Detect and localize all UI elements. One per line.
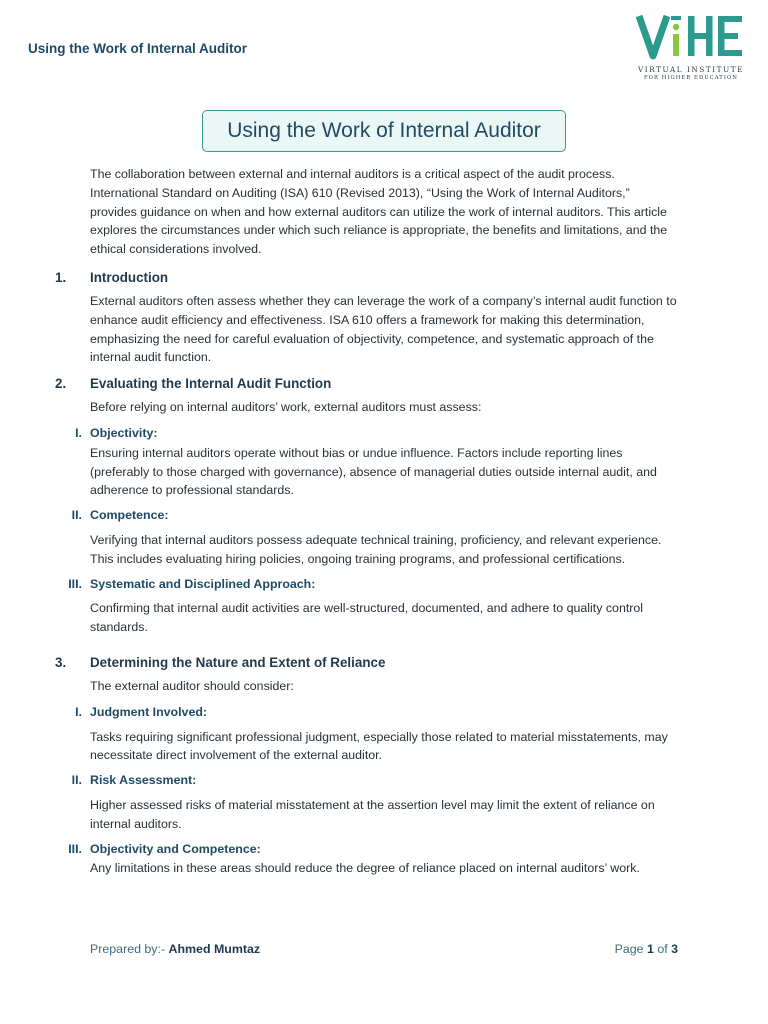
section-2-heading <box>55 374 680 393</box>
subsection-heading-text: Objectivity: <box>90 425 158 440</box>
subsection-heading <box>71 506 680 525</box>
subsection-number: III. <box>68 576 82 591</box>
subsection-heading-text: Risk Assessment: <box>90 773 197 788</box>
document-body <box>55 165 680 884</box>
running-header-title: Using the Work of Internal Auditor <box>28 41 247 56</box>
section-1-heading <box>55 268 680 287</box>
document-title: Using the Work of Internal Auditor <box>202 110 566 152</box>
section-number: 1. <box>55 269 67 285</box>
subsection-heading <box>75 424 680 443</box>
subsection-text: Any limitations in these areas should reduce the degree of reliance placed on internal auditors’ work. <box>90 861 640 876</box>
section-heading-text: Evaluating the Internal Audit Function <box>90 376 332 392</box>
subsection-number: I. <box>75 425 82 440</box>
subsection-text: Verifying that internal auditors possess adequate technical training, proficiency, and relevant experience. This includes evaluating hiring policies, ongoing training programs, and professional certifications. <box>90 532 662 566</box>
section-heading-text: Introduction <box>90 269 169 285</box>
subsection-heading <box>68 575 680 594</box>
section-3-text: The external auditor should consider: <box>90 678 294 693</box>
logo-line2: FOR HIGHER EDUCATION <box>643 75 739 81</box>
section-heading-text: Determining the Nature and Extent of Reliance <box>90 654 386 670</box>
page-indicator <box>615 942 678 956</box>
vihe-logo <box>636 12 748 84</box>
section-number: 2. <box>55 376 67 392</box>
section-1-text: External auditors often assess whether they can leverage the work of a company’s internal audit function to enhance audit efficiency and effectiveness. ISA 610 offers a framework for making this determination, emphasizing the need for careful evaluation of objectivity, competence, and systematic approach of the internal audit function. <box>90 293 677 365</box>
subsection-text: Higher assessed risks of material misstatement at the assertion level may limit the extent of reliance on internal auditors. <box>90 797 655 831</box>
page-of-label: of <box>653 942 672 956</box>
section-number: 3. <box>55 654 67 670</box>
subsection-heading-text: Objectivity and Competence: <box>90 841 261 856</box>
section-2-text: Before relying on internal auditors’ work, external auditors must assess: <box>90 400 482 415</box>
footer-prepared-label: Prepared by:- <box>90 942 169 956</box>
vihe-logo-mark-icon <box>636 12 748 62</box>
subsection-heading-text: Competence: <box>90 508 169 523</box>
subsection-heading-text: Systematic and Disciplined Approach: <box>90 576 316 591</box>
subsection-text: Tasks requiring significant professional judgment, especially those related to material misstatements, may necessitate direct involvement of the external auditor. <box>90 729 668 763</box>
subsection-number: II. <box>71 773 82 788</box>
subsection-heading <box>75 703 680 722</box>
subsection-number: II. <box>71 508 82 523</box>
subsection-number: I. <box>75 704 82 719</box>
page-current: 1 <box>646 942 654 956</box>
page-footer <box>90 942 678 956</box>
subsection-heading <box>71 771 680 790</box>
footer-author: Ahmed Mumtaz <box>168 942 261 956</box>
page-label: Page <box>614 942 647 956</box>
subsection-text: Confirming that internal audit activities are well-structured, documented, and adhere to quality control standards. <box>90 601 644 635</box>
subsection-heading <box>68 840 680 859</box>
logo-line1: VIRTUAL INSTITUTE <box>638 65 744 74</box>
subsection-heading-text: Judgment Involved: <box>90 704 208 719</box>
intro-paragraph: The collaboration between external and internal auditors is a critical aspect of the audit process. International Standard on Auditing (ISA) 610 (Revised 2013), “Using the Work of Internal Auditors,” provides guidance on when and how external auditors can utilize the work of internal auditors. This article explores the circumstances under which such reliance is appropriate, the benefits and limitations, and the ethical considerations involved. <box>90 167 668 257</box>
page-total: 3 <box>671 942 678 956</box>
subsection-number: III. <box>68 841 82 856</box>
section-3-heading <box>55 653 680 672</box>
subsection-text: Ensuring internal auditors operate without bias or undue influence. Factors include reporting lines (preferably to those charged with governance), absence of managerial duties outside internal audit, and adherence to professional standards. <box>90 445 657 498</box>
